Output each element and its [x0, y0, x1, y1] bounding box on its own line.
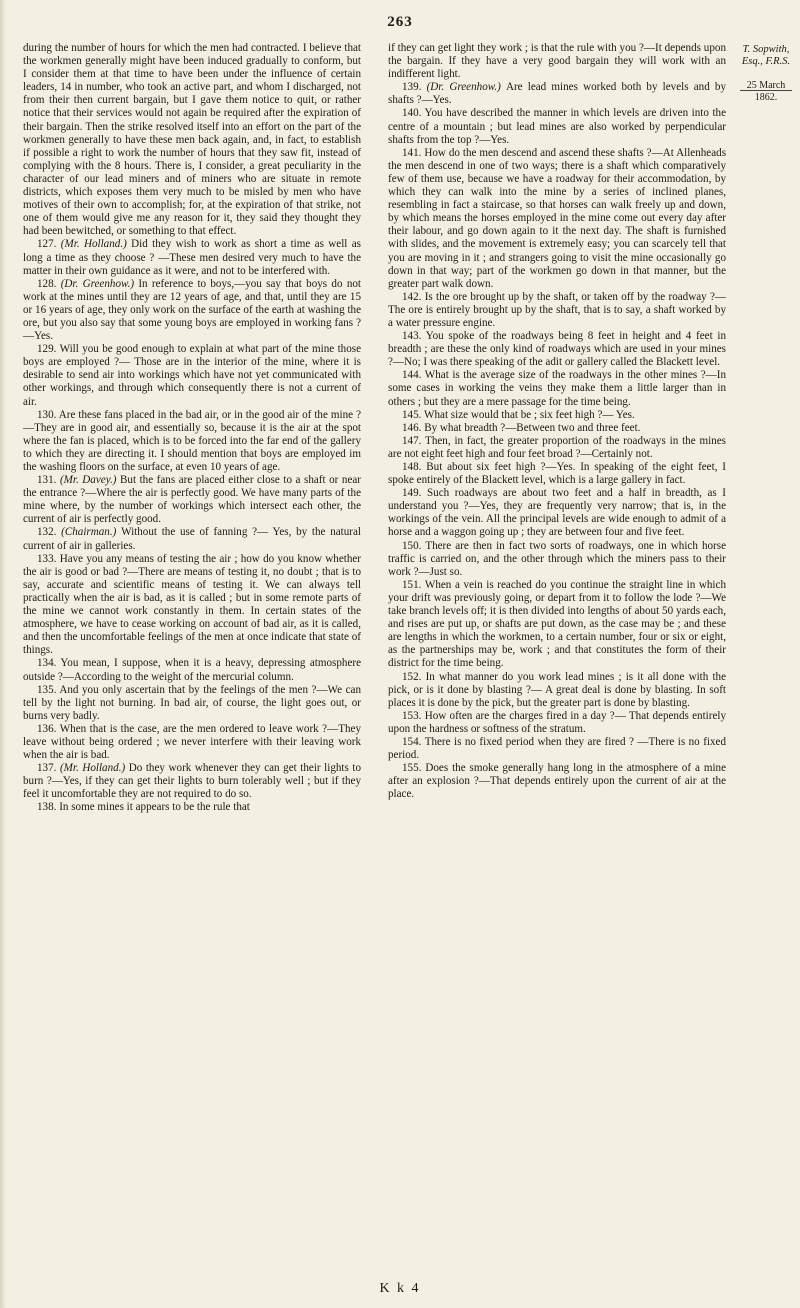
question-number: 139. — [402, 81, 427, 94]
question-number: 150. — [402, 539, 426, 552]
paragraph — [23, 343, 361, 408]
paragraph — [388, 291, 726, 330]
paragraph-text: Are these fans placed in the bad air, or in the good air of the mine ?—They are in good air, and essentially so, because it is the air at the spot where the fan is placed, which is to be forced into the far end of the gallery to which they are directing it. I should mention that boys are employed im the washing floors on the surface, at even 10 years of age. — [23, 408, 361, 473]
paragraph-text: Did they wish to work as short a time as well as long a time as they choose ? —These men desired very much to have the matter in their own guidance as it were, and not to be interfered with. — [23, 238, 362, 277]
paragraph-text: You have described the manner in which levels are driven into the centre of a mountain ; but lead mines are also worked by perpendicular shafts from the top ?—Yes. — [388, 107, 726, 146]
paragraph-text: What size would that be ; six feet high ?— Yes. — [424, 408, 635, 421]
paragraph — [23, 42, 361, 238]
paragraph-text: Is the ore brought up by the shaft, or taken off by the roadway ?—The ore is entirely brought up by the shaft, that is to say, a shaft worked by a water pressure engine. — [388, 290, 727, 329]
paragraph — [388, 579, 726, 671]
speaker: (Mr. Holland.) — [60, 238, 132, 251]
paragraph-text: In reference to boys,—you say that boys do not work at the mines until they are 12 years of age, and that, until they are 15 or 16 years of age, they only work on the surface of the earth at washing the ore, but you also say that some young boys are employed in working fans ?—Yes. — [23, 277, 361, 343]
margin-note-date: 25 March 1862. — [746, 80, 786, 103]
paragraph-text: By what breadth ?—Between two and three feet. — [424, 421, 641, 434]
paragraph — [23, 553, 361, 658]
question-number: 130. — [37, 408, 59, 421]
paragraph — [388, 762, 726, 801]
question-number: 147. — [402, 434, 426, 447]
paragraph — [23, 657, 361, 683]
question-number: 136. — [37, 722, 60, 735]
question-number: 141. — [402, 146, 425, 159]
paragraph — [388, 671, 726, 710]
question-number: 143. — [402, 330, 426, 343]
paragraph-text: But the fans are placed either close to a shaft or near the entrance ?—Where the air is perfectly good. We have many parts of the mine where, by the number of workings which intersect each other, the current of air is perfectly good. — [23, 474, 361, 526]
question-number: 140. — [402, 107, 425, 120]
paragraph-text: during the number of hours for which the men had contracted. I believe that the workmen generally might have been induced gradually to conform, but I consider them at that time to have been under the influence of certain leaders, 14 in number, who took an active part, and whom I discharged, not from their then current bargain, but I gave them notice to quit, or rather notice that their services would not again be required after the expiration of their bargain. Then the strike resolved itself into an effort on the part of the workmen generally to have these men back again, and, in fact, to establish if possible a right to work the number of hours that they saw fit, instead of complying with the 8 hours. There is, I consider, a great peculiarity in the character of our lead miners and of miners who are situate in remote districts, which exposes them very much to be misled by men who have motives of their own to accomplish; for, at the expiration of that strike, not one of them would give me any reason for it, they said they thought they had been bewitched, or something to that effect. — [23, 42, 361, 238]
question-number: 142. — [402, 290, 425, 303]
margin-note-author: T. Sopwith, Esq., F.R.S. — [741, 44, 791, 67]
question-number: 152. — [402, 670, 426, 683]
paragraph-text: In some mines it appears to be the rule that — [59, 801, 250, 814]
page-binding-shadow — [0, 0, 6, 1308]
paragraph-text: When a vein is reached do you continue the straight line in which your drift was previously going, or depart from it to follow the lode ?—We take branch levels off; it is then divided into lengths of about 50 yards each, and rises are put up, or shafts are put down, as the case may be ; and these are lengths in which the workmen, to a certain number, four or six or eight, as the partnerships may be, work ; and that constitutes the form of their district for the time being. — [388, 578, 726, 670]
paragraph — [388, 369, 726, 408]
speaker: (Dr. Greenhow.) — [426, 81, 506, 94]
paragraph — [23, 409, 361, 474]
paragraph-text: Does the smoke generally hang long in the atmosphere of a mine after an explosion ?—That depends entirely upon the current of air at the place. — [388, 762, 726, 801]
question-number: 145. — [402, 408, 424, 421]
paragraph-text: There is no fixed period when they are fired ? —There is no fixed period. — [388, 735, 726, 762]
paragraph — [388, 435, 726, 461]
paragraph-text: Are lead mines worked both by levels and by shafts ?—Yes. — [388, 81, 727, 107]
question-number: 132. — [37, 526, 62, 539]
paragraph-text: How often are the charges fired in a day ?— That depends entirely upon the hardness or softness of the stratum. — [388, 709, 726, 735]
margin-note — [735, 44, 797, 104]
paragraph — [388, 540, 726, 579]
speaker: (Chairman.) — [61, 526, 122, 539]
paragraph — [388, 107, 726, 146]
question-number: 137. — [37, 762, 60, 775]
paragraph-text: Do they work whenever they can get their lights to burn ?—Yes, if they can get their lights to burn tolerably well ; but if they feel it uncomfortable they are not required to do so. — [23, 762, 362, 801]
paragraph — [23, 723, 361, 762]
question-number: 148. — [402, 461, 427, 473]
question-number: 128. — [37, 277, 61, 290]
paragraph — [23, 278, 361, 343]
paragraph-text: if they can get light they work ; is that the rule with you ?—It depends upon the bargain. If they have a very good bargain they will work with an indifferent light. — [388, 42, 726, 81]
paragraph — [388, 81, 726, 107]
question-number: 151. — [402, 578, 425, 591]
page-signature: K k 4 — [379, 1281, 421, 1296]
paragraph-text: In what manner do you work lead mines ; is it all done with the pick, or is it done by blasting ?— A great deal is done by blasting. In soft places it is done by the pick, but the greater part is done by blasting. — [388, 670, 727, 709]
question-number: 149. — [402, 487, 428, 500]
paragraph-text: Without the use of fanning ?— Yes, by the natural current of air in galleries. — [23, 526, 362, 552]
paragraph-text: When that is the case, are the men ordered to leave work ?—They leave without being ordered ; we never interfere with their leaving work when the air is bad. — [23, 722, 361, 762]
question-number: 131. — [37, 474, 60, 487]
question-number: 155. — [402, 762, 426, 775]
paragraph-text: Have you any means of testing the air ; how do you know whether the air is good or bad ?—There are means of testing it, no doubt ; that is to say, accurate and scientific means of testing it. We can always tell practically when the air is bad, as it is called ; but in some remote parts of the mine we cannot work constantly in them. In certain states of the atmosphere, we have to cease working on account of bad air, as it is called, and then the uncomfortable feelings of the men at once indicate that state of things. — [23, 552, 361, 657]
paragraph-text: What is the average size of the roadways in the other mines ?—In some cases in working the veins they make them a little larger than in others ; but they are a mere passage for the time being. — [388, 369, 726, 408]
paragraph-text: How do the men descend and ascend these shafts ?—At Allenheads the men descend in one of two ways; there is a shaft which comparatively few of them use, because we have a roadway for their accommodation, by which they can walk into the mine by a series of inclined planes, resembling in fact a staircase, so that horses can walk freely up and down, by which means the horses employed in the mine come out every day after their labour, and go down again to it the next day. The shaft is furnished with slides, and the movement is extremely easy; you can scarcely tell that you are moving in it ; and strangers going to visit the mine occasionally go down in that way; part of the workmen go down in that manner, but the greater part walk down. — [388, 146, 727, 290]
paragraph-text: There are then in fact two sorts of roadways, one in which horse traffic is carried on, and the other through which the miners pass to their work ?—Just so. — [388, 539, 726, 578]
question-number: 127. — [37, 238, 61, 251]
paragraph — [388, 330, 726, 369]
speaker: (Mr. Holland.) — [59, 762, 129, 775]
speaker: (Dr. Greenhow.) — [60, 277, 139, 290]
question-number: 129. — [37, 343, 60, 356]
question-number: 154. — [402, 735, 425, 748]
paragraph — [388, 736, 726, 762]
paragraph-text: But about six feet high ?—Yes. In speaking of the eight feet, I spoke entirely of the Blackett level, which is a large gallery in fact. — [388, 461, 727, 487]
question-number: 146. — [402, 421, 425, 434]
paragraph — [23, 526, 361, 552]
paragraph-text: You spoke of the roadways being 8 feet in height and 4 feet in breadth ; are these the only kind of roadways which are used in your mines ?—No; I was there speaking of the adit or gallery called the Blackett level. — [388, 330, 726, 369]
question-number: 134. — [37, 657, 61, 670]
right-column — [388, 42, 726, 801]
question-number: 144. — [402, 369, 425, 382]
question-number: 138. — [37, 801, 60, 814]
paragraph — [388, 422, 726, 435]
paragraph — [388, 42, 726, 81]
question-number: 135. — [37, 683, 60, 696]
paragraph-text: Then, in fact, the greater proportion of the roadways in the mines are not eight feet high and four feet broad ?—Certainly not. — [388, 434, 726, 460]
paragraph — [23, 762, 361, 801]
paragraph-text: Such roadways are about two feet and a half in breadth, as I understand you ?—Yes, they are frequently very narrow; that is, in the workings of the vein. All the principal levels are wide enough to admit of a horse and a waggon going up ; they are between four and five feet. — [388, 487, 727, 539]
page-number: 263 — [387, 14, 413, 30]
paragraph — [388, 710, 726, 736]
paragraph — [388, 147, 726, 291]
paragraph — [23, 474, 361, 526]
margin-rule — [740, 90, 792, 91]
question-number: 153. — [402, 709, 425, 722]
paragraph — [23, 684, 361, 723]
speaker: (Mr. Davey.) — [59, 474, 121, 487]
paragraph — [388, 461, 726, 487]
paragraph — [388, 409, 726, 422]
question-number: 133. — [37, 552, 60, 565]
paragraph — [23, 801, 361, 814]
paragraph-text: You mean, I suppose, when it is a heavy, depressing atmosphere outside ?—According to the weight of the mercurial column. — [23, 657, 361, 683]
paragraph — [23, 238, 361, 277]
paragraph-text: And you only ascertain that by the feelings of the men ?—We can tell by the light not burning. In bad air, of course, the light goes out, or burns very badly. — [23, 683, 361, 722]
left-column — [23, 42, 361, 815]
paragraph-text: Will you be good enough to explain at what part of the mine those boys are employed ?— Those are in the interior of the mine, where it is desirable to send air into workings which have not yet communicated with other workings, and through which consequently there is not a current of air. — [23, 343, 361, 408]
paragraph — [388, 487, 726, 539]
